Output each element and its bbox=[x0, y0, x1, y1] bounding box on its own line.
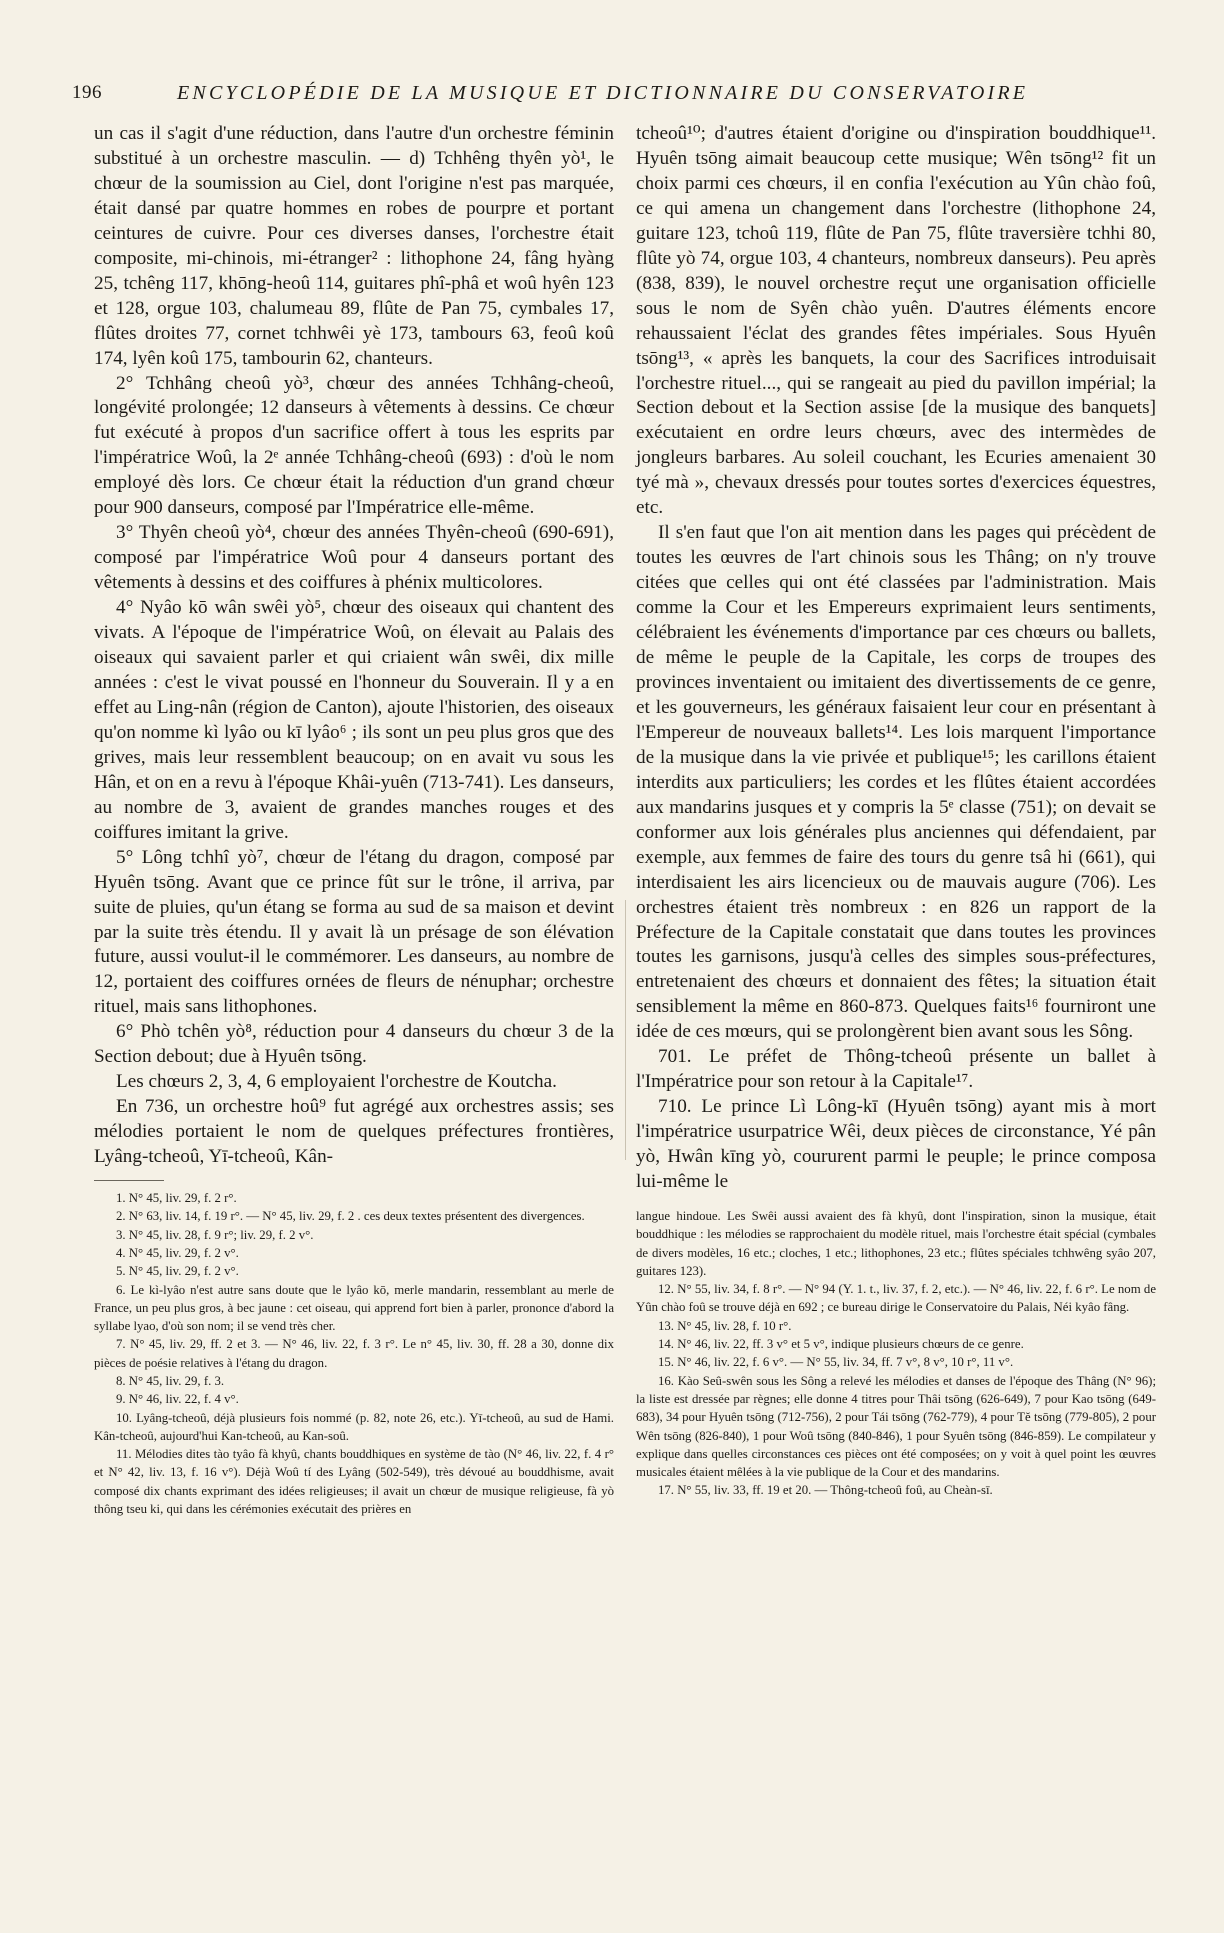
footnote: langue hindoue. Les Swêi aussi avaient des fà khyû, dont l'inspiration, sinon la musique, était bouddhique : les mélodies se rapprochaient du modèle rituel, mais l'orchestre était spécial (cymbales de divers modèles, 16 etc.; cloches, 1 etc.; lithophones, 23 etc.; flûtes spéciales tchhwêng syâo 207, guitares 123). bbox=[636, 1208, 1156, 1278]
footnote: 3. N° 45, liv. 28, f. 9 r°; liv. 29, f. 2 v°. bbox=[116, 1227, 314, 1242]
paragraph: En 736, un orchestre hoû⁹ fut agrégé aux orchestres assis; ses mélodies portaient le nom de quelques préfectures frontières, Lyâng-tcheoû, Yī-tcheoû, Kân- bbox=[94, 1096, 614, 1168]
footnote: 7. N° 45, liv. 29, ff. 2 et 3. — N° 46, liv. 22, f. 3 r°. Le n° 45, liv. 30, ff. 28 a 30, donne dix pièces de poésie relatives à l'étang du dragon. bbox=[94, 1337, 614, 1370]
footnote: 17. N° 55, liv. 33, ff. 19 et 20. — Thông-tcheoû foû, au Cheàn-sī. bbox=[658, 1483, 993, 1498]
footnote: 8. N° 45, liv. 29, f. 3. bbox=[116, 1374, 225, 1388]
running-title: ENCYCLOPÉDIE DE LA MUSIQUE ET DICTIONNAIRE DU CONSERVATOIRE bbox=[177, 82, 1029, 104]
paragraph: 2° Tchhâng cheoû yò³, chœur des années Tchhâng-cheoû, longévité prolongée; 12 danseurs à vêtements à dessins. Ce chœur fut exécuté à propos d'un sacrifice offert à tous les esprits par l'impératrice Woû, la 2ᵉ année Tchhâng-cheoû (693) : d'où le nom employé dès lors. Ce chœur était la réduction d'un grand chœur pour 900 danseurs, composé par l'Impératrice elle-même. bbox=[94, 372, 614, 519]
footnote-rule bbox=[94, 1180, 164, 1181]
footnote: 14. N° 46, liv. 22, ff. 3 v° et 5 v°, indique plusieurs chœurs de ce genre. bbox=[658, 1337, 1024, 1352]
paragraph: 5° Lông tchhî yò⁷, chœur de l'étang du dragon, composé par Hyuên tsōng. Avant que ce prince fût sur le trône, il arriva, par suite de pluies, qu'un étang se forma au sud de sa maison et devint par la suite très étendu. Il y avait là un présage de son élévation future, aussi voulut-il le commémorer. Les danseurs, au nombre de 12, portaient des coiffures ornées de fleurs de nénuphar; orchestre rituel, mais sans lithophones. bbox=[94, 846, 614, 1018]
paragraph: 3° Thyên cheoû yò⁴, chœur des années Thyên-cheoû (690-691), composé par l'impératrice Woû pour 4 danseurs portant des vêtements à dessins et des coiffures à phénix multicolores. bbox=[94, 522, 614, 594]
footnote: 13. N° 45, liv. 28, f. 10 r°. bbox=[658, 1318, 792, 1333]
left-body bbox=[94, 122, 614, 1170]
page-header bbox=[72, 82, 1184, 112]
footnote: 5. N° 45, liv. 29, f. 2 v°. bbox=[116, 1264, 239, 1279]
paragraph: 710. Le prince Lì Lông-kī (Hyuên tsōng) ayant mis à mort l'impératrice usurpatrice Wêi, deux pièces de circonstance, Yé pân yò, Hwân kīng yò, coururent parmi le peuple; le prince composa lui-même le bbox=[636, 1096, 1156, 1193]
footnote: 9. N° 46, liv. 22, f. 4 v°. bbox=[116, 1392, 239, 1407]
paragraph: 701. Le préfet de Thông-tcheoû présente un ballet à l'Impératrice pour son retour à la Capitale¹⁷. bbox=[636, 1046, 1156, 1093]
paragraph: tcheoû¹⁰; d'autres étaient d'origine ou d'inspiration bouddhique¹¹. Hyuên tsōng aimait beaucoup cette musique; Wên tsōng¹² fit un choix parmi ces chœurs, il en confia l'exécution au Yûn chào foû, ce qui amena un changement dans l'orchestre (lithophone 24, guitare 123, tchoû 119, flûte de Pan 75, flûte traversière tchhi 80, flûte yò 74, orgue 103, 4 chanteurs, nombreux danseurs). Peu après (838, 839), le nouvel orchestre reçut une organisation officielle sous le nom de Syên chào yuên. D'autres éléments encore rehaussaient l'éclat des grandes fêtes impériales. Sous Hyuên tsōng¹³, « après les banquets, la cour des Sacrifices introduisait l'orchestre rituel..., qui se rangeait au pied du pavillon impérial; la Section debout et la Section assise [de la musique des banquets] exécutaient en ordre leurs chœurs, avec des intermèdes de jongleurs barbares. Au soleil couchant, les Ecuries amenaient 30 tyé mà », chevaux dressés pour toutes sortes d'exercices équestres, etc. bbox=[636, 123, 1156, 519]
paragraph: Il s'en faut que l'on ait mention dans les pages qui précèdent de toutes les œuvres de l'art chinois sous les Thâng; on n'y trouve citées que celles qui ont été classées par l'administration. Mais comme la Cour et les Empereurs exprimaient leurs sentiments, célébraient les événements d'importance par ces chœurs ou ballets, de même le peuple de la Capitale, les corps de troupes des provinces inventaient ou imitaient des divertissements de ce genre, et les gouverneurs, les généraux faisaient leur cour en présentant à l'Empereur de nouveaux ballets¹⁴. Les lois marquent l'importance de la musique dans la vie privée et publique¹⁵; les carillons étaient interdits aux particuliers; les cordes et les flûtes étaient accordées aux mandarins jusques et y compris la 5ᵉ classe (751); on devait se conformer aux lois générales plus anciennes qui défendaient, par exemple, aux femmes de faire des tours du genre tsâ hi (661), qui interdisaient les airs licencieux ou de mauvais augure (706). Les orchestres étaient très nombreux : en 826 un rapport de la Préfecture de la Capitale constatait que dans toutes les provinces toutes les garnisons, jusqu'à celles des simples sous-préfectures, entretenaient des chœurs et donnaient des fêtes; la situation était sensiblement la même en 860-873. Quelques faits¹⁶ fourniront une idée de ces mœurs, qui se prolongèrent bien avant sous les Sông. bbox=[636, 522, 1156, 1043]
left-column bbox=[94, 122, 614, 1518]
column-divider bbox=[625, 900, 626, 1160]
footnote: 16. Kào Seû-swên sous les Sông a relevé les mélodies et danses de l'époque des Thâng (N° 96); la liste est dressée par règnes; elle donne 4 titres pour Thâi tsōng (626-649), 7 pour Kao tsōng (649-683), 34 pour Hyuên tsōng (712-756), 2 pour Tái tsōng (762-779), 4 pour Tĕ tsōng (779-805), 2 pour Wên tsōng (826-840), 1 pour Woû tsōng (840-846), 1 pour Syuên tsōng (846-859). Le compilateur y explique dans quelles circonstances ces pièces ont été composées; on y voit à quel point les œuvres musicales étaient mêlées à la vie publique de la Cour et des mandarins. bbox=[636, 1373, 1156, 1480]
footnote: 10. Lyâng-tcheoû, déjà plusieurs fois nommé (p. 82, note 26, etc.). Yī-tcheoû, au sud de Hami. Kân-tcheoû, aujourd'hui Kan-tcheoû, au Kan-soû. bbox=[94, 1410, 614, 1443]
footnote: 11. Mélodies dites tào tyâo fà khyû, chants bouddhiques en système de tào (N° 46, liv. 22, f. 4 r° et N° 42, liv. 13, f. 16 v°). Déjà Woû tí des Lyâng (502-549), très dévoué au bouddhisme, avait composé dix chants exprimant des idées religieuses; il avait un chœur de musique religieuse, fà yò thông tseu ki, qui dans les cérémonies exécutait des prières en bbox=[94, 1447, 614, 1517]
left-footnotes bbox=[94, 1189, 614, 1518]
paragraph: 6° Phò tchên yò⁸, réduction pour 4 danseurs du chœur 3 de la Section debout; due à Hyuên tsōng. bbox=[94, 1021, 614, 1068]
footnote: 4. N° 45, liv. 29, f. 2 v°. bbox=[116, 1245, 239, 1260]
page-number: 196 bbox=[72, 82, 102, 103]
footnote: 12. N° 55, liv. 34, f. 8 r°. — N° 94 (Y. 1. t., liv. 37, f. 2, etc.). — N° 46, liv. 22, f. 6 r°. Le nom de Yûn chào foû se trouve déjà en 692 ; ce bureau dirige le Conservatoire du Palais, Néi kyâo fâng. bbox=[636, 1282, 1156, 1315]
right-column bbox=[636, 122, 1156, 1500]
paragraph: Les chœurs 2, 3, 4, 6 employaient l'orchestre de Koutcha. bbox=[116, 1071, 557, 1093]
right-footnotes bbox=[636, 1207, 1156, 1500]
footnote: 15. N° 46, liv. 22, f. 6 v°. — N° 55, liv. 34, ff. 7 v°, 8 v°, 10 r°, 11 v°. bbox=[658, 1355, 1014, 1370]
footnote: 6. Le kì-lyâo n'est autre sans doute que le lyâo kō, merle mandarin, ressemblant au merle de France, un peu plus gros, à bec jaune : cet oiseau, qui apprend fort bien à parler, prononce d'abord la syllabe lyao, d'où son nom; il se vend très cher. bbox=[94, 1282, 614, 1334]
paragraph: 4° Nyâo kō wân swêi yò⁵, chœur des oiseaux qui chantent des vivats. A l'époque de l'impératrice Woû, on élevait au Palais des oiseaux qui savaient parler et qui criaient wân swêi, dix mille années : c'est le vivat poussé en l'honneur du Souverain. Il y a en effet au Ling-nân (région de Canton), ajoute l'historien, des oiseaux qu'on nomme kì lyâo ou kī lyâo⁶ ; ils sont un peu plus gros que des grives, mais leur ressemblent beaucoup; on en avait vu sous les Hân, et on en a revu à l'époque Khâi-yuên (713-741). Les danseurs, au nombre de 3, avaient de grandes manches rouges et des coiffures imitant la grive. bbox=[94, 597, 614, 843]
right-body bbox=[636, 122, 1156, 1195]
footnote: 2. N° 63, liv. 14, f. 19 r°. — N° 45, liv. 29, f. 2 . ces deux textes présentent des divergences. bbox=[116, 1209, 585, 1224]
footnote: 1. N° 45, liv. 29, f. 2 r°. bbox=[116, 1191, 237, 1206]
paragraph: un cas il s'agit d'une réduction, dans l'autre d'un orchestre féminin substitué à un orchestre masculin. — d) Tchhêng thyên yò¹, le chœur de la soumission au Ciel, dont l'origine n'est pas marquée, était dansé par quatre hommes en robes de pourpre et portant ceintures de cuivre. Pour ces diverses danses, l'orchestre était composite, mi-chinois, mi-étranger² : lithophone 24, fâng hyàng 25, tchêng 117, khōng-heoû 114, guitares phî-phâ et woû hyên 123 et 128, orgue 103, chalumeau 89, flûte de Pan 75, cymbales 17, flûtes droites 77, cornet tchhwêi yè 173, tambours 63, feoû koû 174, lyên koû 175, tambourin 62, chanteurs. bbox=[94, 123, 614, 369]
